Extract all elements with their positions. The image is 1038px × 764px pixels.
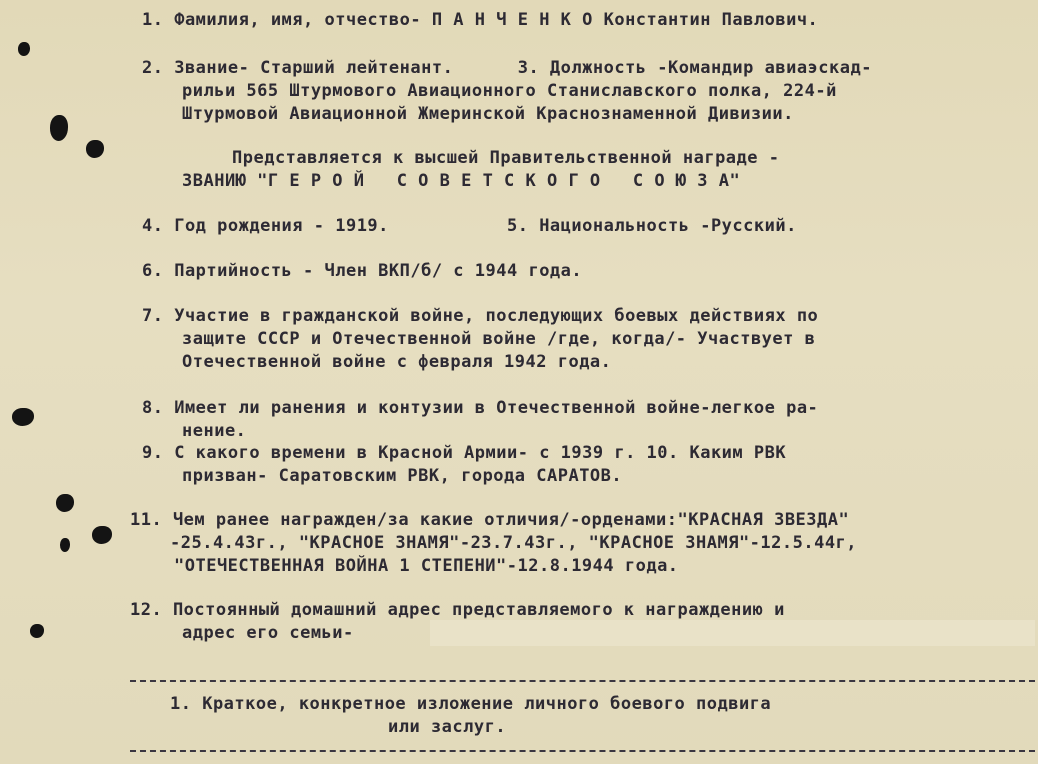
- redacted-address-area: [430, 620, 1035, 646]
- item-2-rank-line3: Штурмовой Авиационной Жмеринской Краснознаменной Дивизии.: [182, 104, 794, 124]
- dashed-divider: [130, 680, 1035, 682]
- item-11-awards: 11. Чем ранее награжден/за какие отличия/-орденами:"КРАСНАЯ ЗВЕЗДА": [130, 510, 850, 530]
- award-title: ЗВАНИЮ "Г Е Р О Й С О В Е Т С К О Г О С О Ю З А": [182, 171, 741, 191]
- item-7-line3: Отечественной войне с февраля 1942 года.: [182, 352, 612, 372]
- punch-hole: [30, 624, 44, 638]
- punch-hole: [18, 42, 30, 56]
- item-12-line2: адрес его семьи-: [182, 623, 354, 643]
- item-11-line2: -25.4.43г., "КРАСНОЕ ЗНАМЯ"-23.7.43г., "КРАСНОЕ ЗНАМЯ"-12.5.44г,: [170, 533, 858, 553]
- item-2-rank-line2: рильи 565 Штурмового Авиационного Станиславского полка, 224-й: [182, 81, 837, 101]
- punch-hole: [12, 408, 34, 426]
- item-4-birth-year: 4. Год рождения - 1919. 5. Национальность -Русский.: [142, 216, 797, 236]
- item-9-service: 9. С какого времени в Красной Армии- с 1939 г. 10. Каким РВК: [142, 443, 787, 463]
- item-7-line2: защите СССР и Отечественной войне /где, когда/- Участвует в: [182, 329, 816, 349]
- section-1-heading-line2: или заслуг.: [388, 717, 507, 737]
- section-1-heading: 1. Краткое, конкретное изложение личного боевого подвига: [170, 694, 772, 714]
- item-9-line2: призван- Саратовским РВК, города САРАТОВ.: [182, 466, 623, 486]
- item-7-participation: 7. Участие в гражданской войне, последующих боевых действиях по: [142, 306, 819, 326]
- item-11-line3: "ОТЕЧЕСТВЕННАЯ ВОЙНА 1 СТЕПЕНИ"-12.8.1944 года.: [174, 556, 679, 576]
- item-8-wounds: 8. Имеет ли ранения и контузии в Отечественной войне-легкое ра-: [142, 398, 819, 418]
- punch-hole: [92, 526, 112, 544]
- award-nomination: Представляется к высшей Правительственной награде -: [232, 148, 780, 168]
- punch-hole: [86, 140, 104, 158]
- item-8-line2: нение.: [182, 421, 247, 441]
- punch-hole: [56, 494, 74, 512]
- item-2-rank: 2. Звание- Старший лейтенант. 3. Должность -Командир авиаэскад-: [142, 58, 872, 78]
- dashed-divider: [130, 750, 1035, 752]
- item-1-name: 1. Фамилия, имя, отчество- П А Н Ч Е Н К О Константин Павлович.: [142, 10, 819, 30]
- item-12-address: 12. Постоянный домашний адрес представляемого к награждению и: [130, 600, 785, 620]
- item-6-party: 6. Партийность - Член ВКП/б/ с 1944 года.: [142, 261, 583, 281]
- punch-hole: [50, 115, 68, 141]
- punch-hole: [60, 538, 70, 552]
